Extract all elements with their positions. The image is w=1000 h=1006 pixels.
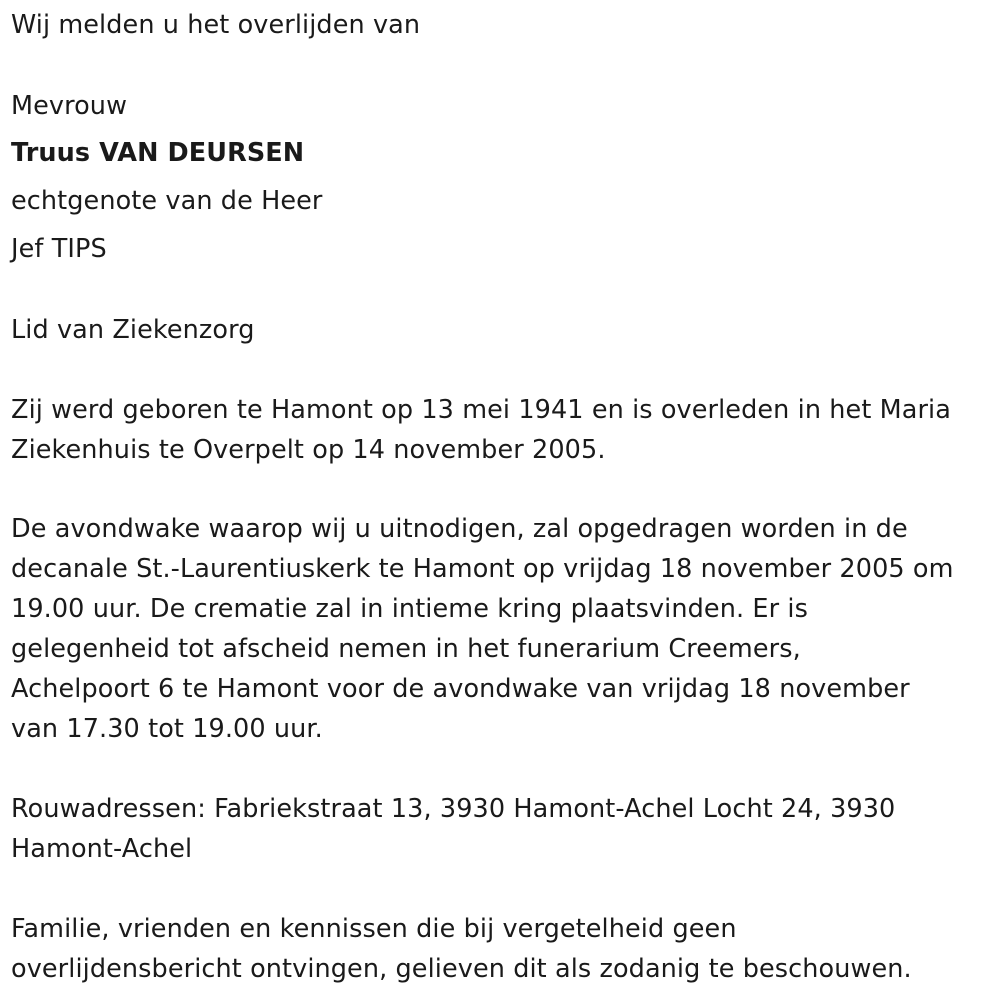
- spouse-relation: echtgenote van de Heer: [11, 186, 323, 216]
- wake-paragraph: [11, 509, 991, 749]
- paragraph-line: gelegenheid tot afscheid nemen in het funerarium Creemers,: [11, 634, 801, 664]
- paragraph-line: Ziekenhuis te Overpelt op 14 november 2005.: [11, 435, 606, 465]
- paragraph-line: Familie, vrienden en kennissen die bij vergetelheid geen: [11, 914, 737, 944]
- birth-death-paragraph: [11, 390, 991, 470]
- paragraph-line: decanale St.-Laurentiuskerk te Hamont op vrijdag 18 november 2005 om: [11, 554, 954, 584]
- paragraph-line: De avondwake waarop wij u uitnodigen, zal opgedragen worden in de: [11, 514, 908, 544]
- paragraph-line: van 17.30 tot 19.00 uur.: [11, 714, 323, 744]
- addresses-paragraph: [11, 789, 991, 869]
- honorific-title: Mevrouw: [11, 91, 128, 121]
- spouse-name: Jef TIPS: [11, 234, 107, 264]
- paragraph-line: Rouwadressen: Fabriekstraat 13, 3930 Hamont-Achel Locht 24, 3930: [11, 794, 896, 824]
- paragraph-line: Achelpoort 6 te Hamont voor de avondwake van vrijdag 18 november: [11, 674, 910, 704]
- paragraph-line: 19.00 uur. De crematie zal in intieme kring plaatsvinden. Er is: [11, 594, 808, 624]
- paragraph-line: Hamont-Achel: [11, 834, 193, 864]
- paragraph-line: overlijdensbericht ontvingen, gelieven dit als zodanig te beschouwen.: [11, 954, 912, 984]
- intro-text: Wij melden u het overlijden van: [11, 10, 421, 40]
- family-note-paragraph: [11, 909, 991, 989]
- paragraph-line: Zij werd geboren te Hamont op 13 mei 1941 en is overleden in het Maria: [11, 395, 951, 425]
- deceased-name: Truus VAN DEURSEN: [11, 138, 305, 168]
- membership-text: Lid van Ziekenzorg: [11, 315, 255, 345]
